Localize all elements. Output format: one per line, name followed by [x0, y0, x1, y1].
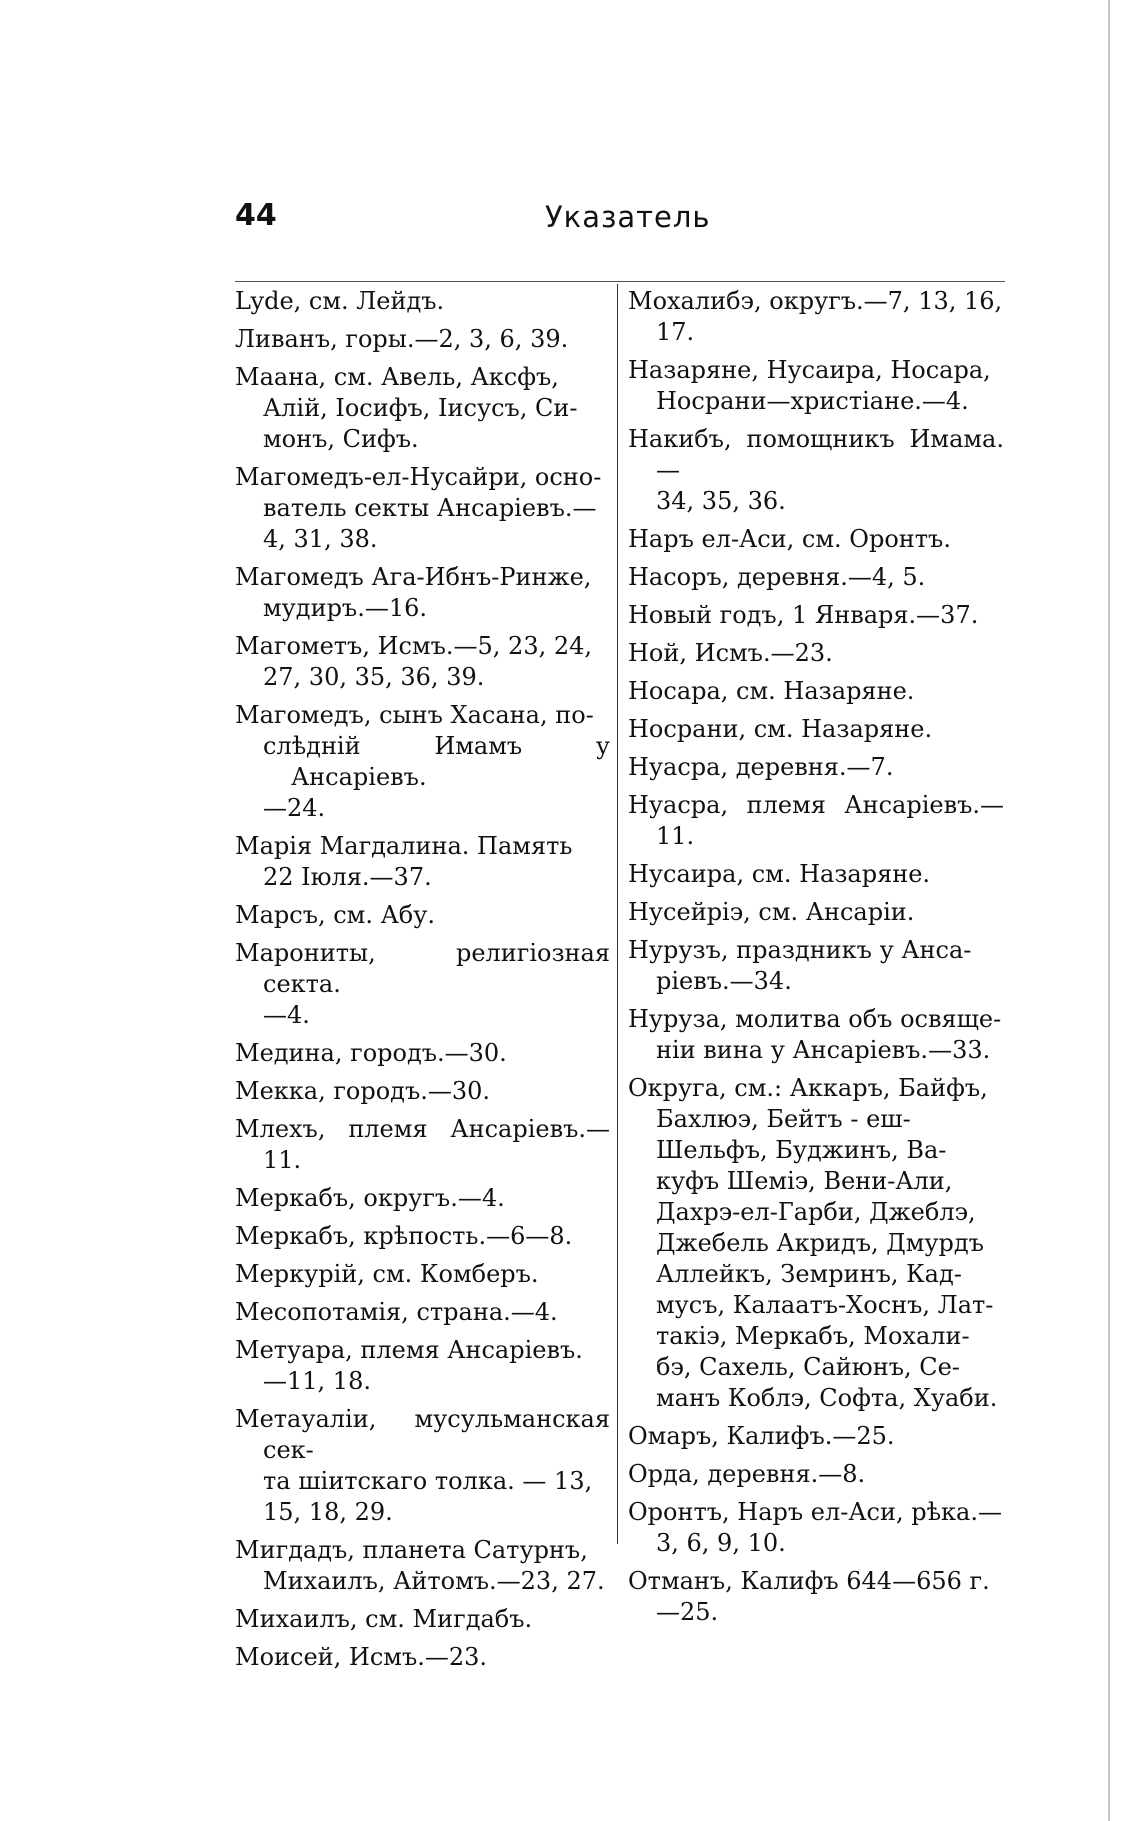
index-entry [628, 424, 1004, 517]
index-entry-line: Медина, городъ.—30. [235, 1039, 507, 1067]
index-entry [628, 790, 1004, 852]
index-entry-line: Насоръ, деревня.—4, 5. [628, 563, 926, 591]
index-entry [628, 1073, 1004, 1414]
index-entry [235, 900, 610, 931]
index-entry [235, 1076, 610, 1107]
index-entry [235, 286, 610, 317]
index-entry [628, 935, 1004, 997]
index-entry-line: манъ Коблэ, Софта, Хуаби. [656, 1384, 998, 1412]
index-entry-line: Нусаира, см. Назаряне. [628, 860, 931, 888]
index-entry-line: Назаряне, Нусаира, Носара, [628, 356, 991, 384]
index-entry [628, 1459, 1004, 1490]
index-entry-line: 4, 31, 38. [263, 525, 378, 553]
index-entry [628, 897, 1004, 928]
index-entry [628, 355, 1004, 417]
header-rule [235, 281, 1005, 282]
index-entry-line: Мекка, городъ.—30. [235, 1077, 491, 1105]
index-entry-line: Наръ ел-Аси, см. Оронтъ. [628, 525, 951, 553]
index-entry [628, 752, 1004, 783]
index-entry-line: 22 Іюля.—37. [263, 863, 432, 891]
index-entry-line: Магометъ, Исмъ.—5, 23, 24, [235, 632, 593, 660]
index-entry-line: Носрани, см. Назаряне. [628, 715, 933, 743]
index-entry [628, 638, 1004, 669]
index-entry [235, 1038, 610, 1069]
index-entry [235, 1604, 610, 1635]
index-entry-line: мудиръ.—16. [263, 594, 427, 622]
index-entry-line: Дахрэ-ел-Гарби, Джеблэ, [656, 1198, 976, 1226]
index-entry-line: 27, 30, 35, 36, 39. [263, 663, 485, 691]
running-title: Указатель [545, 200, 711, 234]
index-entry-line: Метауаліи, мусульманская сек- [235, 1405, 610, 1464]
index-entry [235, 324, 610, 355]
index-entry-line: Бахлюэ, Бейтъ - еш- [656, 1105, 911, 1133]
index-entry [235, 1404, 610, 1528]
index-entry-line: такіэ, Меркабъ, Мохали- [656, 1322, 970, 1350]
index-entry-line: Магомедъ, сынъ Хасана, по- [235, 701, 594, 729]
index-entry-line: Орда, деревня.—8. [628, 1460, 866, 1488]
index-entry-line: Ливанъ, горы.—2, 3, 6, 39. [235, 325, 569, 353]
index-entry-line: Млехъ, племя Ансаріевъ.—11. [235, 1115, 610, 1174]
index-entry [235, 1335, 610, 1397]
index-entry-line: 17. [656, 318, 695, 346]
index-entry-line: Шельфъ, Буджинъ, Ва- [656, 1136, 947, 1164]
page-number: 44 [235, 198, 277, 233]
index-entry-line: Ной, Исмъ.—23. [628, 639, 833, 667]
index-entry-line: Округа, см.: Аккаръ, Байфъ, [628, 1074, 988, 1102]
index-entry-line: Меркабъ, округъ.—4. [235, 1184, 505, 1212]
index-entry-line: Носрани—христіане.—4. [656, 387, 969, 415]
index-entry [235, 1259, 610, 1290]
index-entry [628, 600, 1004, 631]
column-divider [617, 284, 618, 1544]
index-entry-line: Марсъ, см. Абу. [235, 901, 435, 929]
index-entry [235, 362, 610, 455]
page-edge-line [1108, 0, 1110, 1821]
index-entry-line: 3, 6, 9, 10. [656, 1529, 786, 1557]
index-entry-line: Моисей, Исмъ.—23. [235, 1643, 488, 1671]
index-entry-line: —25. [656, 1598, 719, 1626]
index-entry-line: Марониты, религіозная секта. [235, 939, 610, 998]
index-entry-line: Меркабъ, крѣпость.—6—8. [235, 1222, 573, 1250]
index-entry [235, 1535, 610, 1597]
index-entry [235, 1221, 610, 1252]
page-header [235, 198, 1005, 250]
index-entry-line: ріевъ.—34. [656, 967, 792, 995]
index-entry [235, 1297, 610, 1328]
index-column-right [628, 286, 1004, 1635]
index-entry [235, 1183, 610, 1214]
index-entry-line: Нурузъ, праздникъ у Анса- [628, 936, 972, 964]
index-entry-line: куфъ Шеміэ, Вени-Али, [656, 1167, 953, 1195]
index-entry [235, 631, 610, 693]
index-entry-line: Метуара, племя Ансаріевъ. [235, 1336, 583, 1364]
index-entry-line: Марія Магдалина. Память [235, 832, 573, 860]
index-entry-line: Меркурій, см. Комберъ. [235, 1260, 539, 1288]
index-entry-line: ватель секты Ансаріевъ.— [263, 494, 597, 522]
index-entry-line: Оронтъ, Наръ ел-Аси, рѣка.— [628, 1498, 1002, 1526]
index-entry-line: Алій, Іосифъ, Іисусъ, Си- [263, 394, 578, 422]
index-entry [235, 1114, 610, 1176]
index-column-left [235, 286, 610, 1680]
index-entry-line: —4. [263, 1001, 310, 1029]
index-entry-line: Нуасра, деревня.—7. [628, 753, 894, 781]
index-entry-line: Мигдадъ, планета Сатурнъ, [235, 1536, 588, 1564]
index-entry-line: Новый годъ, 1 Января.—37. [628, 601, 979, 629]
index-entry [628, 1004, 1004, 1066]
index-entry [628, 524, 1004, 555]
index-entry [235, 700, 610, 824]
index-entry-line: Мохалибэ, округъ.—7, 13, 16, [628, 287, 1003, 315]
index-entry-line: Михаилъ, см. Мигдабъ. [235, 1605, 533, 1633]
index-entry-line: Михаилъ, Айтомъ.—23, 27. [263, 1567, 605, 1595]
index-entry [628, 1497, 1004, 1559]
index-entry-line: Омаръ, Калифъ.—25. [628, 1422, 895, 1450]
index-entry [628, 1566, 1004, 1628]
index-entry [628, 859, 1004, 890]
index-entry-line: Lyde, см. Лейдъ. [235, 287, 445, 315]
index-entry [235, 1642, 610, 1673]
index-entry [235, 462, 610, 555]
index-entry-line: Магомедъ Ага-Ибнъ-Ринже, [235, 563, 592, 591]
index-entry-line: монъ, Сифъ. [263, 425, 419, 453]
index-entry [628, 714, 1004, 745]
index-entry-line: Маана, см. Авель, Аксфъ, [235, 363, 559, 391]
index-entry-line: Нуруза, молитва объ освяще- [628, 1005, 1002, 1033]
index-entry-line: Отманъ, Калифъ 644—656 г. [628, 1567, 990, 1595]
index-entry-line: Нусейріэ, см. Ансаріи. [628, 898, 915, 926]
index-entry-line: бэ, Сахель, Сайюнъ, Се- [656, 1353, 960, 1381]
index-entry-line: Нуасра, племя Ансаріевъ.—11. [628, 791, 1004, 850]
index-entry [628, 1421, 1004, 1452]
index-entry [235, 938, 610, 1031]
index-entry [628, 676, 1004, 707]
index-entry [628, 562, 1004, 593]
index-entry-line: 34, 35, 36. [656, 487, 786, 515]
index-entry-line: Магомедъ-ел-Нусайри, осно- [235, 463, 602, 491]
index-entry-line: 15, 18, 29. [263, 1498, 393, 1526]
index-entry [628, 286, 1004, 348]
index-entry-line: слѣдній Имамъ у Ансаріевъ. [263, 732, 610, 791]
index-entry-line: Месопотамія, страна.—4. [235, 1298, 558, 1326]
index-entry-line: Накибъ, помощникъ Имама.— [628, 425, 1004, 484]
index-entry-line: —24. [263, 794, 326, 822]
index-entry-line: Аллейкъ, Земринъ, Кад- [656, 1260, 962, 1288]
index-entry-line: Носара, см. Назаряне. [628, 677, 915, 705]
index-entry-line: та шіитскаго толка. — 13, [263, 1467, 593, 1495]
index-entry-line: мусъ, Калаатъ-Хоснъ, Лат- [656, 1291, 994, 1319]
index-entry-line: Джебель Акридъ, Дмурдъ [656, 1229, 984, 1257]
index-entry-line: —11, 18. [263, 1367, 371, 1395]
index-entry-line: ніи вина у Ансаріевъ.—33. [656, 1036, 991, 1064]
index-entry [235, 831, 610, 893]
index-entry [235, 562, 610, 624]
